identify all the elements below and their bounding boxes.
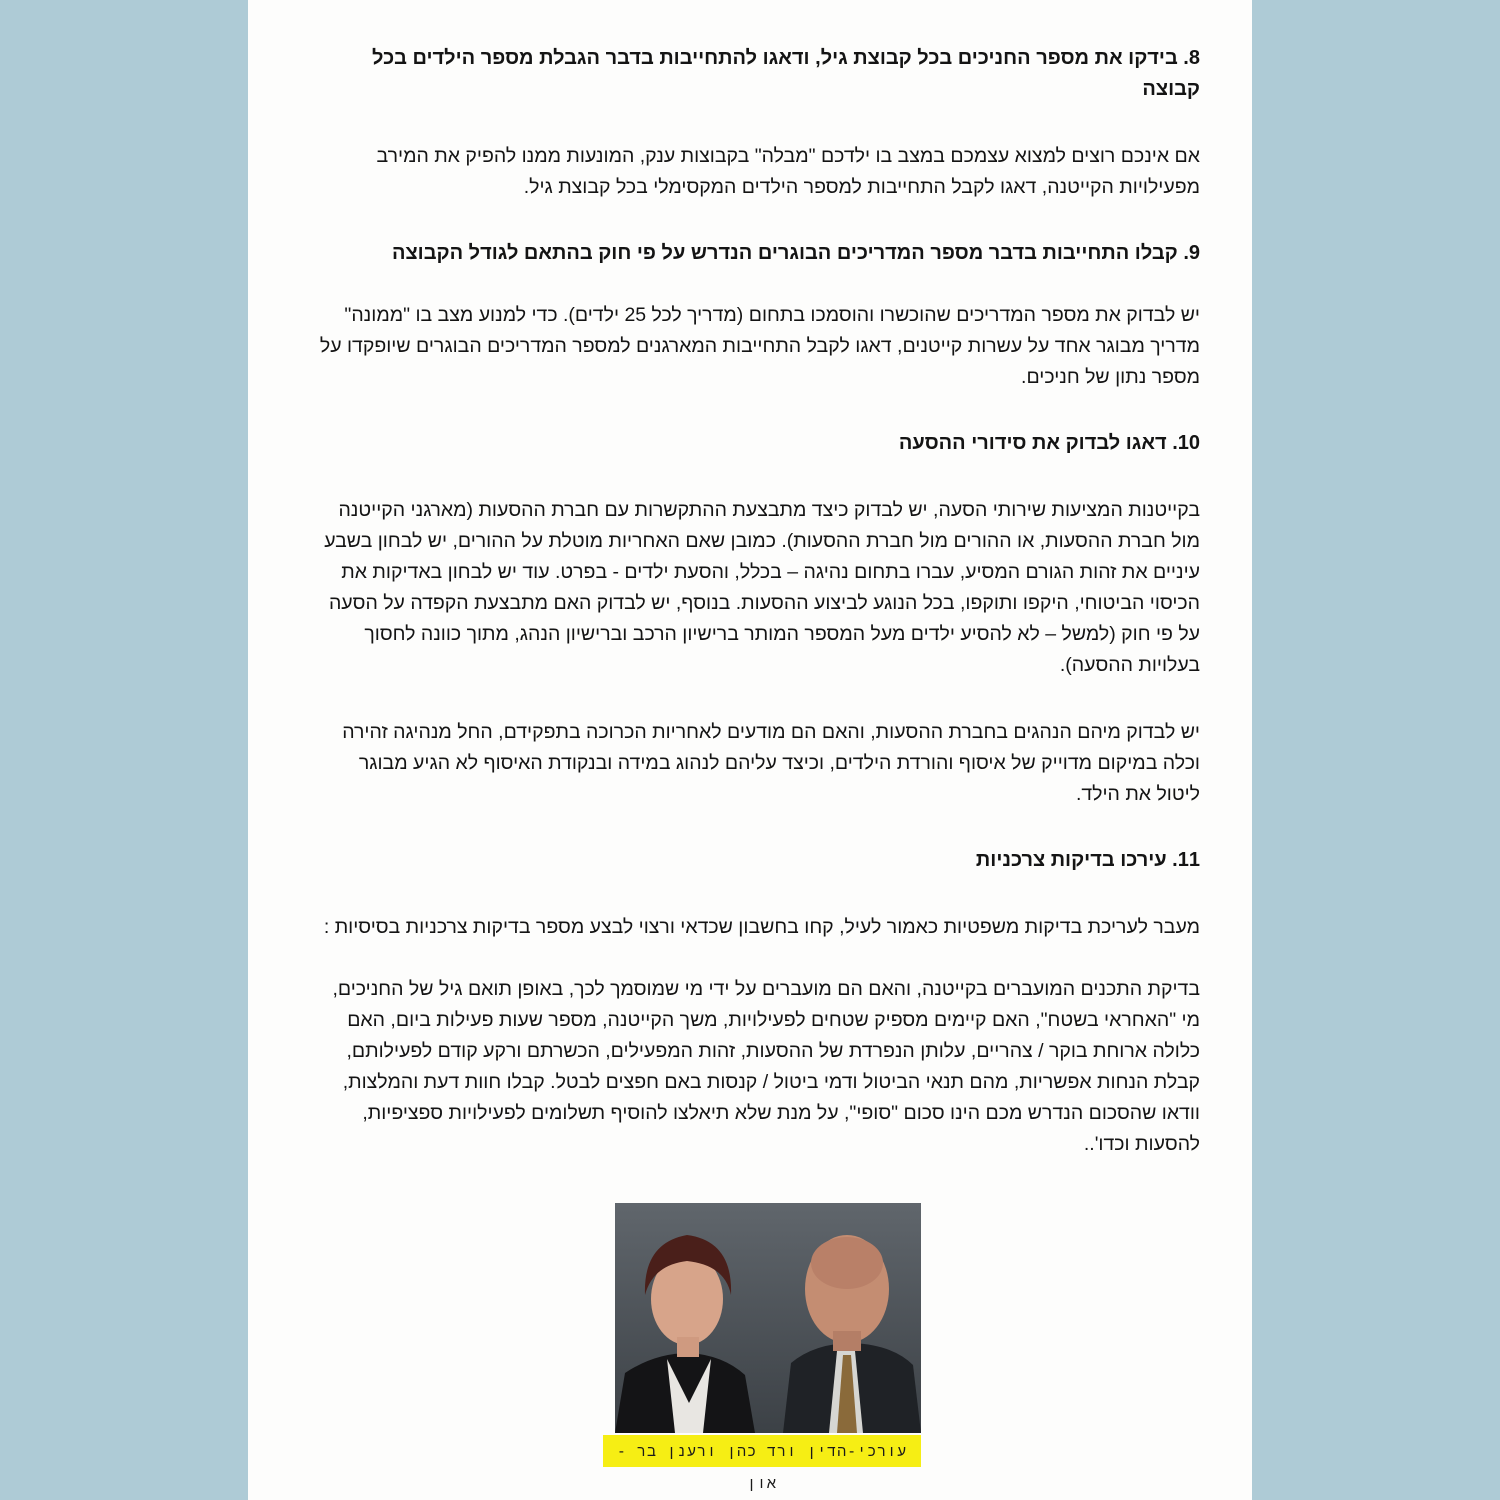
portrait-image [615,1203,921,1433]
section-10-heading: 10. דאגו לבדוק את סידורי ההסעה [898,432,1200,454]
lawyers-photo [615,1203,921,1492]
photo-caption: עורכי-הדין ורד כהן ורענן בר - און [603,1435,921,1467]
section-11-body: בדיקת התכנים המועברים בקייטנה, והאם הם מועברים על ידי מי שמוסמך לכך, באופן תואם גיל של החניכים, מי "האחראי בשטח", האם קיימים מספיק שטחים לפעילויות, משך הקייטנה, מספר שעות פעילות ביום, האם כלולה ארוחת בוקר / צהריים, עלותן הנפרדת של ההסעות, זהות המפעילים, הכשרתם ורקע קודם לפעילותם, קבלת הנחות אפשריות, מהם תנאי הביטול ודמי ביטול / קנסות באם חפצים לבטל. קבלו חוות דעת והמלצות, וודאו שהסכום הנדרש מכם הינו סכום "סופי", על מנת שלא תיאלצו להוסיף תשלומים לפעילויות ספציפיות, להסעות וכדו'.. [332,978,1200,1155]
portrait-illustration [615,1203,921,1433]
section-8-heading: 8. בידקו את מספר החניכים בכל קבוצת גיל, ודאגו להתחייבות בדבר הגבלת מספר הילדים בכל קבוצה [372,47,1200,100]
section-10-body-2: יש לבדוק מיהם הנהגים בחברת ההסעות, והאם הם מודעים לאחריות הכרוכה בתפקידם, החל מנהיגה זהירה וכלה במיקום מדוייק של איסוף והורדת הילדים, וכיצד עליהם לנהוג במידה ובנקודת האיסוף לא הגיע מבוגר ליטול את הילד. [342,721,1200,805]
section-9-heading: 9. קבלו התחייבות בדבר מספר המדריכים הבוגרים הנדרש על פי חוק בהתאם לגודל הקבוצה [391,242,1200,264]
section-8-body: אם אינכם רוצים למצוא עצמכם במצב בו ילדכם "מבלה" בקבוצות ענק, המונעות ממנו להפיק את המירב מפעילויות הקייטנה, דאגו לקבל התחייבות למספר הילדים המקסימלי בכל קבוצת גיל. [376,145,1200,198]
section-11-intro: מעבר לעריכת בדיקות משפטיות כאמור לעיל, קחו בחשבון שכדאי ורצוי לבצע מספר בדיקות צרכניות בסיסיות : [323,916,1200,938]
section-9-body: יש לבדוק את מספר המדריכים שהוכשרו והוסמכו בתחום (מדריך לכל 25 ילדים). כדי למנוע מצב בו "ממונה" מדריך מבוגר אחד על עשרות קייטנים, דאגו לקבל התחייבות המארגנים למספר המדריכים הבוגרים שיופקדו על מספר נתון של חניכים. [319,304,1200,388]
section-10-body: בקייטנות המציעות שירותי הסעה, יש לבדוק כיצד מתבצעת ההתקשרות עם חברת ההסעות (מארגני הקייטנה מול חברת ההסעות, או ההורים מול חברת ההסעות). כמובן שאם האחריות מוטלת על ההורים, יש לבחון בשבע עיניים את זהות הגורם המסיע, עברו בתחום נהיגה – בכלל, והסעת ילדים - בפרט. עוד יש לבחון באדיקות את הכיסוי הביטוחי, היקפו ותוקפו, בכל הנוגע לביצוע ההסעות. בנוסף, יש לבדוק האם מתבצעת הקפדה על הסעה על פי חוק (למשל – לא להסיע ילדים מעל המספר המותר ברישיון הרכב וברישיון הנהג, מתוך כוונה לחסוך בעלויות ההסעה). [324,499,1200,676]
document-page [248,0,1252,1500]
section-11-heading: 11. עירכו בדיקות צרכניות [975,849,1200,871]
